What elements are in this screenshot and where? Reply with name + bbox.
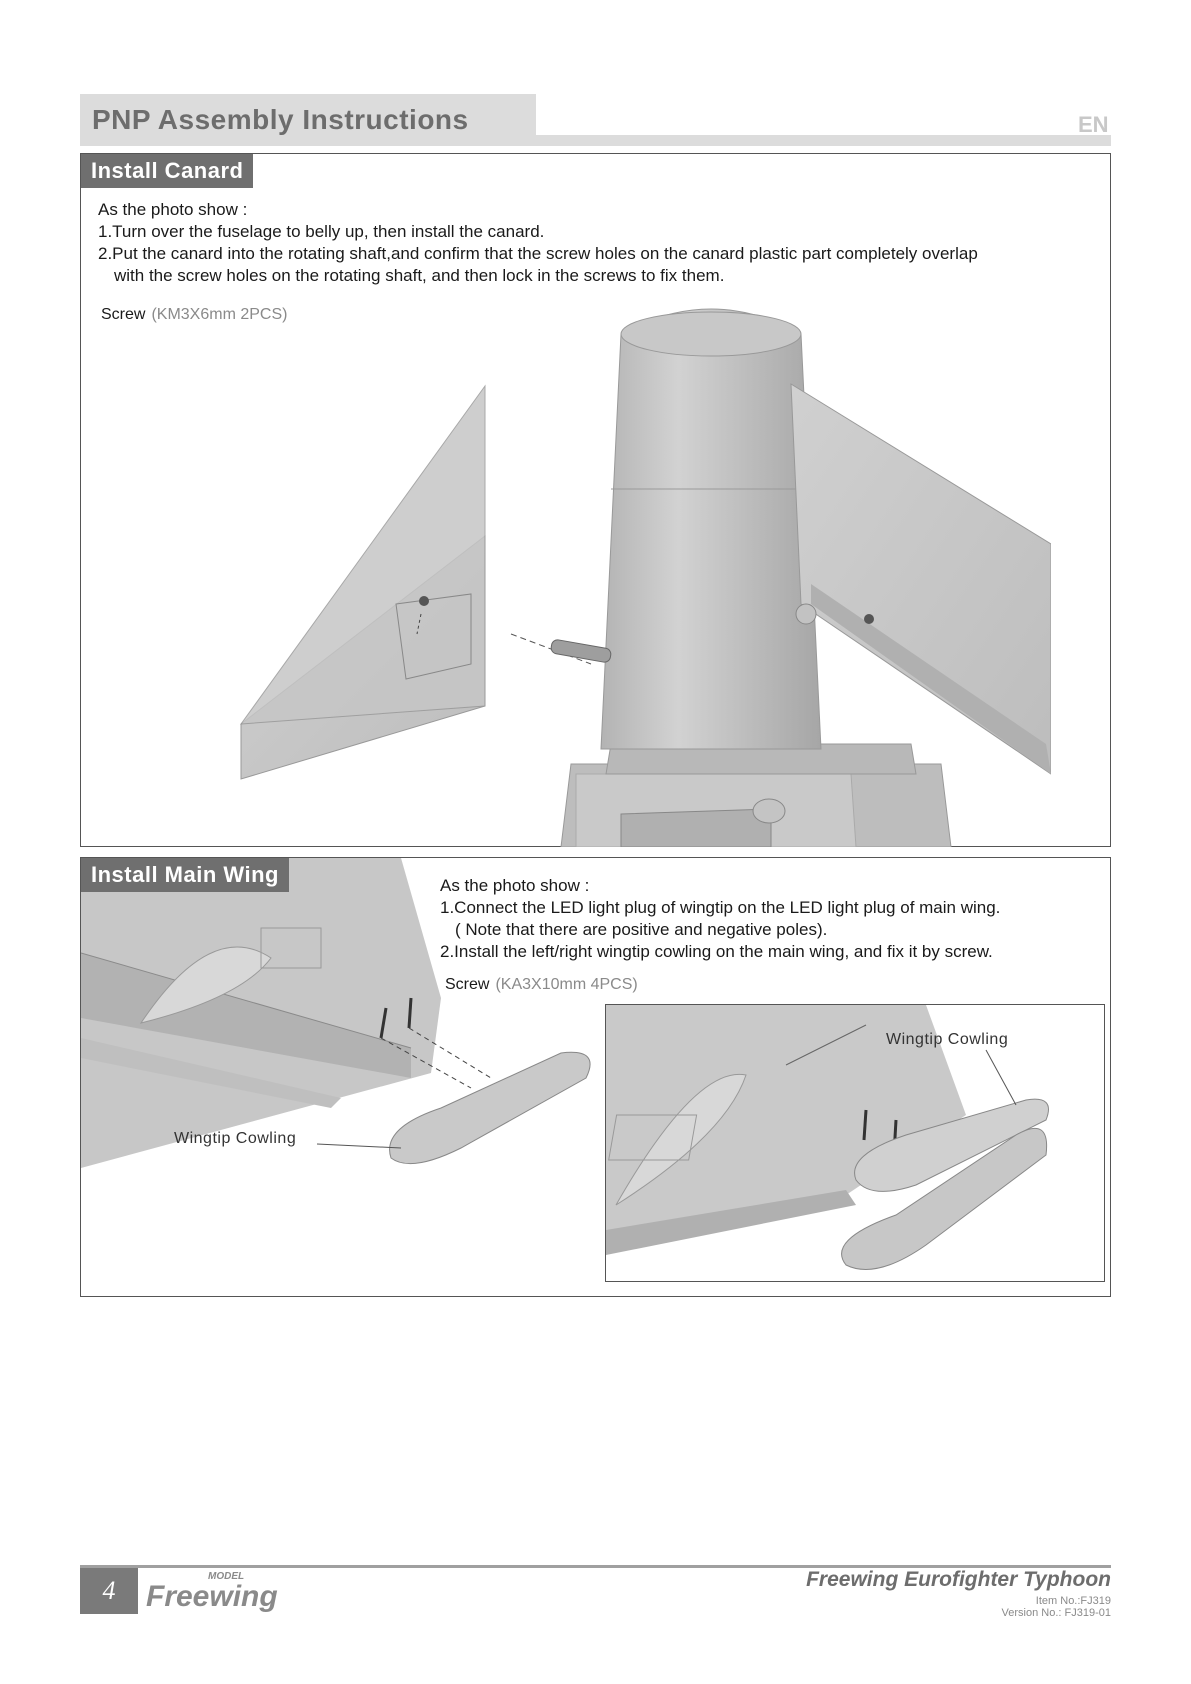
wingtip-cowling-label-left: Wingtip Cowling <box>174 1130 297 1147</box>
main-wing-step-1: 1.Connect the LED light plug of wingtip on the LED light plug of main wing. <box>440 898 1001 917</box>
canard-section <box>80 153 1111 847</box>
brand-logo-tag: MODEL <box>208 1571 245 1582</box>
canard-step-2-cont: with the screw holes on the rotating shaft, and then lock in the screws to fix them. <box>114 266 725 285</box>
language-code: EN <box>1078 112 1109 137</box>
canard-step-1: 1.Turn over the fuselage to belly up, then install the canard. <box>98 222 545 241</box>
main-wing-illustration-right <box>606 1005 1104 1281</box>
wingtip-cowling-label-right: Wingtip Cowling <box>886 1031 1009 1048</box>
main-wing-screw-size: (KA3X10mm 4PCS) <box>495 976 638 993</box>
canard-illustration <box>151 304 1051 847</box>
canard-step-2: 2.Put the canard into the rotating shaft,and confirm that the screw holes on the canard plastic part completely overlap <box>98 244 978 263</box>
main-wing-step-2: 2.Install the left/right wingtip cowling on the main wing, and fix it by screw. <box>440 942 993 961</box>
canard-intro: As the photo show : <box>98 200 248 219</box>
page-number: 4 <box>80 1568 138 1614</box>
canard-screw-label: Screw <box>101 306 146 323</box>
canard-section-title: Install Canard <box>81 154 253 188</box>
brand-logo <box>146 1572 278 1612</box>
page-title: PNP Assembly Instructions <box>92 104 469 135</box>
brand-logo-text: Freewing <box>146 1580 278 1613</box>
header-rule <box>80 135 1111 146</box>
main-wing-screw-spec <box>445 976 638 994</box>
product-name: Freewing Eurofighter Typhoon <box>806 1568 1111 1591</box>
main-wing-step-1-note: ( Note that there are positive and negative poles). <box>455 920 828 939</box>
main-wing-detail-inset <box>605 1004 1105 1282</box>
main-wing-section <box>80 857 1111 1297</box>
version-number: Version No.: FJ319-01 <box>1001 1607 1111 1619</box>
main-wing-section-title: Install Main Wing <box>81 858 289 892</box>
main-wing-screw-label: Screw <box>445 976 490 993</box>
main-wing-intro: As the photo show : <box>440 876 590 895</box>
item-number: Item No.:FJ319 <box>1035 1595 1111 1607</box>
canard-screw-size: (KM3X6mm 2PCS) <box>151 306 288 323</box>
